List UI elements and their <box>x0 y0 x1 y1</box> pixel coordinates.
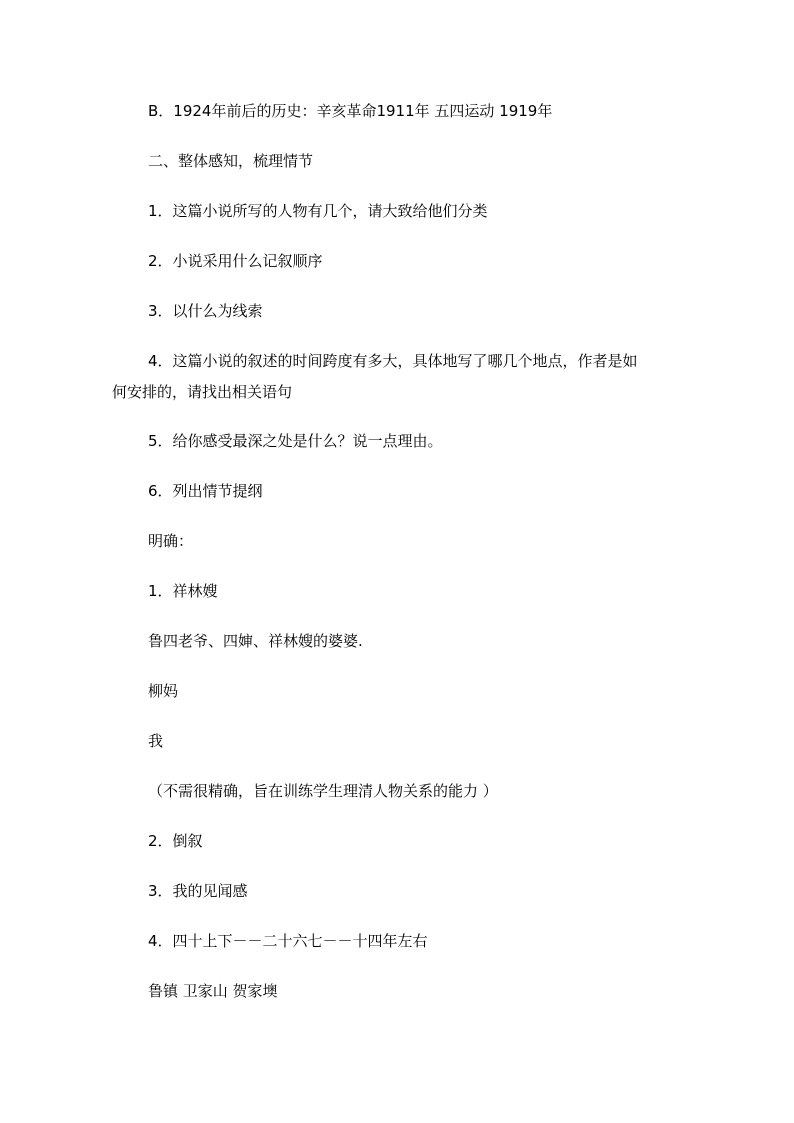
section-heading-overall-perception: 二、整体感知，梳理情节 <box>148 152 314 170</box>
answer-1-liu-ma: 柳妈 <box>148 682 179 700</box>
question-5: 5．给你感受最深之处是什么？说一点理由。 <box>148 432 443 450</box>
question-6: 6．列出情节提纲 <box>148 482 263 500</box>
answer-1-characters: 鲁四老爷、四婶、祥林嫂的婆婆. <box>148 632 363 650</box>
answer-4-places: 鲁镇 卫家山 贺家墺 <box>148 982 278 1000</box>
question-1: 1．这篇小说所写的人物有几个，请大致给他们分类 <box>148 202 488 220</box>
answer-1-narrator: 我 <box>148 732 164 750</box>
question-2: 2．小说采用什么记叙顺序 <box>148 252 323 270</box>
answer-2: 2．倒叙 <box>148 832 203 850</box>
answer-3: 3．我的见闻感 <box>148 882 248 900</box>
history-background-line: B．1924年前后的历史：辛亥革命1911年 五四运动 1919年 <box>148 102 553 120</box>
question-4-line-2: 何安排的，请找出相关语句 <box>112 383 293 401</box>
question-4-line-1: 4．这篇小说的叙述的时间跨度有多大，具体地写了哪几个地点，作者是如 <box>148 352 638 370</box>
question-3: 3．以什么为线索 <box>148 302 263 320</box>
answer-4: 4．四十上下－－二十六七－－十四年左右 <box>148 932 428 950</box>
answer-1-note: （不需很精确，旨在训练学生理清人物关系的能力 ） <box>148 782 498 800</box>
answers-heading: 明确： <box>148 532 194 550</box>
answer-1: 1．祥林嫂 <box>148 582 218 600</box>
